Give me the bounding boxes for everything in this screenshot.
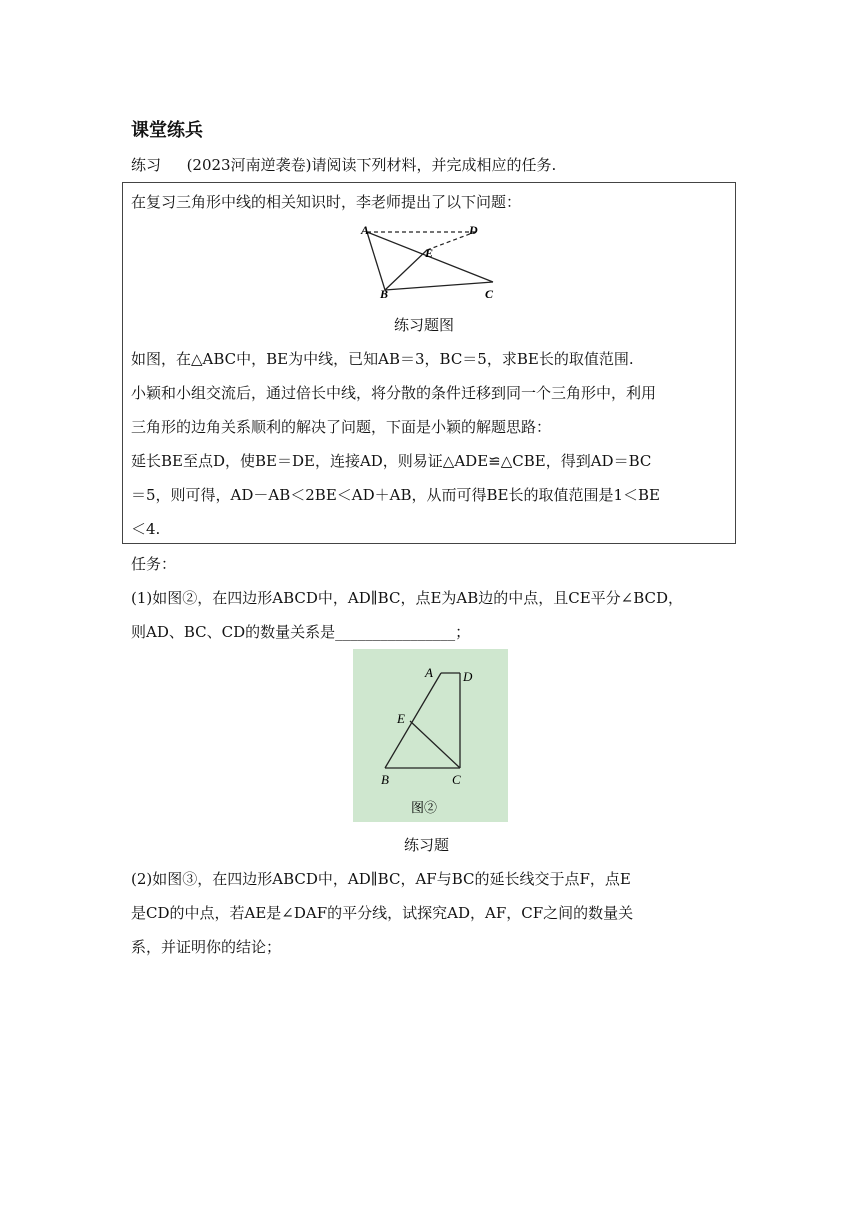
material-line-5: ＝5，则可得，AD－AB＜2BE＜AD＋AB，从而可得BE长的取值范围是1＜BE (131, 486, 660, 504)
exercise-label: 练习 (131, 156, 162, 174)
label2-e: E (397, 711, 405, 726)
task-2-line-2: 是CD的中点，若AE是∠DAF的平分线，试探究AD，AF，CF之间的数量关 (131, 904, 634, 922)
figure-1-caption: 练习题图 (394, 316, 455, 334)
exercise-source: (2023河南逆袭卷) (186, 156, 312, 174)
label2-b: B (381, 772, 389, 787)
figure-1 (355, 222, 505, 302)
exercise-instruction: 请阅读下列材料，并完成相应的任务. (311, 156, 557, 174)
material-line-4: 延长BE至点D，使BE＝DE，连接AD，则易证△ADE≌△CBE，得到AD＝BC (131, 452, 652, 470)
label-d: D (469, 223, 478, 237)
label-a: A (361, 223, 370, 237)
material-line-6: ＜4. (131, 520, 161, 538)
task-1-line-1: (1)如图②，在四边形ABCD中，AD∥BC，点E为AB边的中点，且CE平分∠BCD， (131, 589, 684, 607)
label2-a: A (425, 665, 433, 680)
figure-2-svg (353, 649, 508, 822)
segment-ed (427, 232, 475, 250)
figure-2-caption: 练习题 (404, 836, 450, 854)
exercise-header (131, 154, 556, 176)
label-c: C (485, 287, 494, 301)
task-2-line-1: (2)如图③，在四边形ABCD中，AD∥BC，AF与BC的延长线交于点F，点E (131, 870, 631, 888)
figure-2-title: 图② (411, 801, 438, 816)
label-e: E (425, 246, 434, 260)
figure-2 (353, 649, 508, 822)
segment-be (385, 250, 427, 290)
segment2-ab (385, 673, 441, 768)
segment-bc (385, 282, 493, 290)
task-2-line-3: 系，并证明你的结论； (131, 938, 282, 956)
segment2-ec (410, 721, 460, 768)
segment-ab (367, 232, 385, 290)
tasks-label: 任务： (131, 555, 177, 573)
label2-c: C (452, 772, 461, 787)
label2-d: D (463, 669, 473, 684)
section-title: 课堂练兵 (131, 120, 203, 141)
material-line-1: 如图，在△ABC中，BE为中线，已知AB＝3，BC＝5，求BE长的取值范围. (131, 350, 634, 368)
task-1-line-2: 则AD、BC、CD的数量关系是________________； (131, 623, 471, 641)
material-line-3: 三角形的边角关系顺利的解决了问题，下面是小颖的解题思路： (131, 418, 552, 436)
label-b: B (380, 287, 389, 301)
material-line-2: 小颖和小组交流后，通过倍长中线，将分散的条件迁移到同一个三角形中，利用 (131, 384, 657, 402)
material-intro: 在复习三角形中线的相关知识时，李老师提出了以下问题： (131, 193, 522, 211)
